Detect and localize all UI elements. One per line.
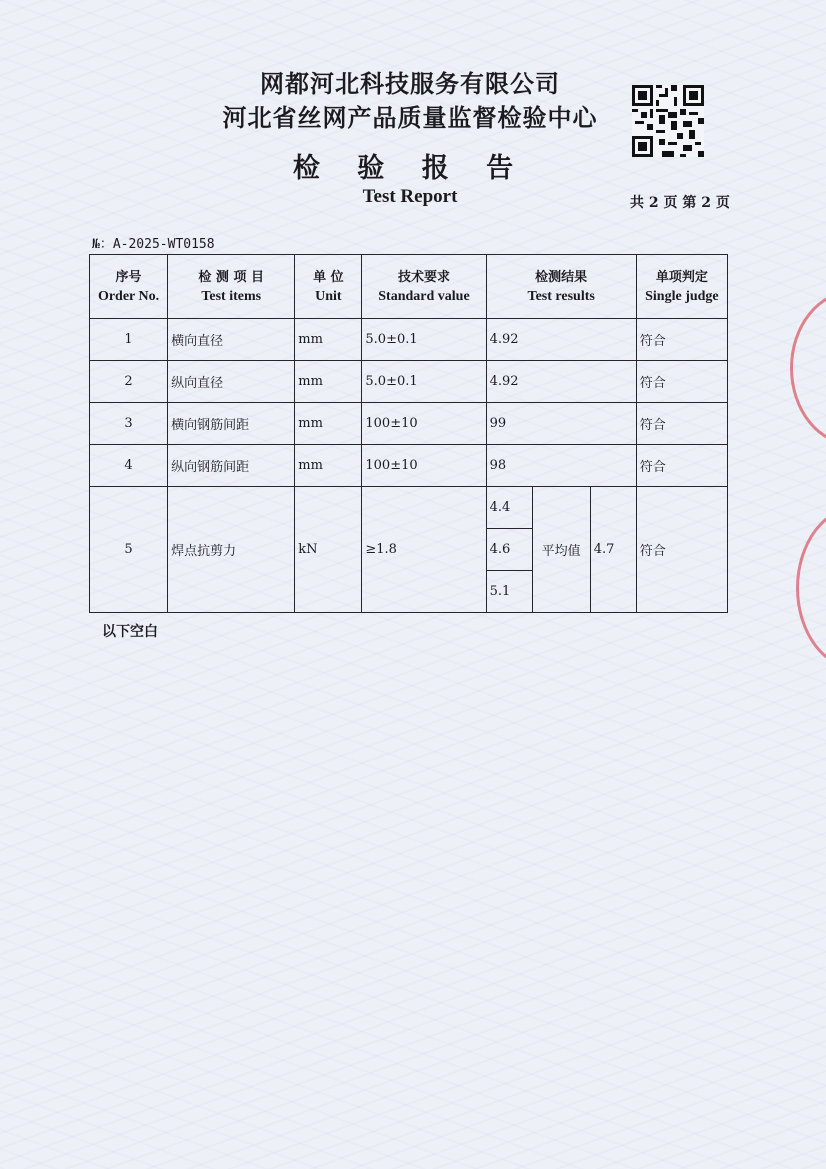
cell-standard: 5.0±0.1 xyxy=(362,361,486,403)
cell-test-item: 纵向钢筋间距 xyxy=(168,445,295,487)
official-seal xyxy=(796,505,826,671)
cell-standard: ≥1.8 xyxy=(362,487,486,613)
report-title-en: Test Report xyxy=(362,186,458,207)
cell-test-item: 纵向直径 xyxy=(168,361,295,403)
cell-judge: 符合 xyxy=(636,487,727,613)
test-results-table xyxy=(89,254,728,613)
header-test-results: 检测结果 Test results xyxy=(486,255,636,319)
cell-result: 4.92 xyxy=(486,361,636,403)
cell-order-no: 2 xyxy=(90,361,168,403)
cell-result-sample: 4.4 xyxy=(486,487,532,529)
cell-order-no: 3 xyxy=(90,403,168,445)
table-row xyxy=(90,487,728,529)
report-title-cn: 检 验 报 告 xyxy=(292,153,528,184)
cell-average-value: 4.7 xyxy=(590,487,636,613)
cell-unit: mm xyxy=(295,403,362,445)
header-order-no: 序号 Order No. xyxy=(90,255,168,319)
cell-judge: 符合 xyxy=(636,319,727,361)
cell-order-no: 5 xyxy=(90,487,168,613)
table-row xyxy=(90,445,728,487)
cell-judge: 符合 xyxy=(636,403,727,445)
cell-unit: mm xyxy=(295,361,362,403)
cell-result: 99 xyxy=(486,403,636,445)
cell-average-label: 平均值 xyxy=(532,487,590,613)
cell-test-item: 横向钢筋间距 xyxy=(168,403,295,445)
cell-order-no: 1 xyxy=(90,319,168,361)
cell-order-no: 4 xyxy=(90,445,168,487)
cell-result: 98 xyxy=(486,445,636,487)
cell-result: 4.92 xyxy=(486,319,636,361)
inspection-center-name: 河北省丝网产品质量监督检验中心 xyxy=(222,103,598,132)
official-seal xyxy=(790,290,826,446)
table-row xyxy=(90,403,728,445)
cell-unit: mm xyxy=(295,445,362,487)
company-name: 网都河北科技服务有限公司 xyxy=(260,69,560,98)
page-indicator: 共 2 页 第 2 页 xyxy=(630,195,730,211)
cell-standard: 100±10 xyxy=(362,403,486,445)
header-standard-value: 技术要求 Standard value xyxy=(362,255,486,319)
table-row xyxy=(90,319,728,361)
table-row xyxy=(90,361,728,403)
report-number: №：A-2025-WT0158 xyxy=(92,237,215,252)
table-header-row xyxy=(90,255,728,319)
cell-result-sample: 4.6 xyxy=(486,529,532,571)
header-unit: 单 位 Unit xyxy=(295,255,362,319)
cell-judge: 符合 xyxy=(636,361,727,403)
cell-test-item: 焊点抗剪力 xyxy=(168,487,295,613)
cell-standard: 5.0±0.1 xyxy=(362,319,486,361)
cell-unit: mm xyxy=(295,319,362,361)
cell-unit: kN xyxy=(295,487,362,613)
blank-below-note: 以下空白 xyxy=(102,624,158,640)
cell-judge: 符合 xyxy=(636,445,727,487)
header-test-items: 检 测 项 目 Test items xyxy=(168,255,295,319)
cell-standard: 100±10 xyxy=(362,445,486,487)
cell-result-sample: 5.1 xyxy=(486,571,532,613)
header-single-judge: 单项判定 Single judge xyxy=(636,255,727,319)
qr-code-icon xyxy=(632,85,704,157)
cell-test-item: 横向直径 xyxy=(168,319,295,361)
